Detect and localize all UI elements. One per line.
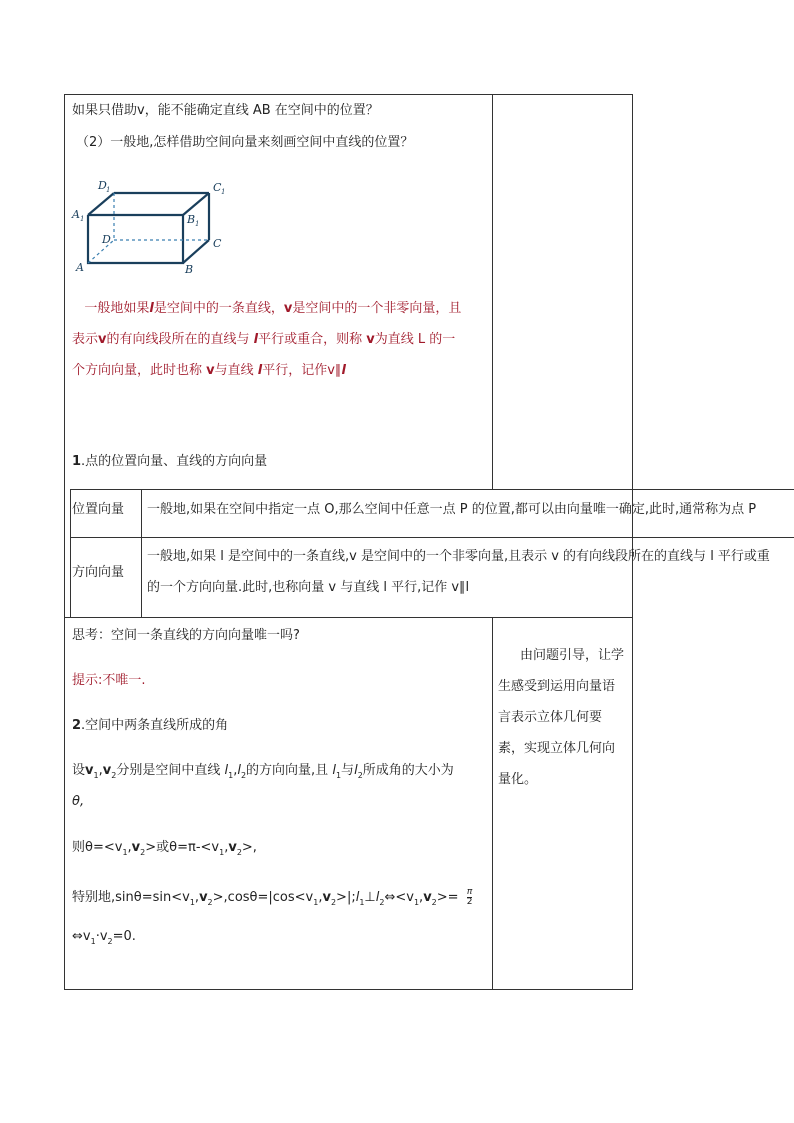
- section-2-heading: 2.空间中两条直线所成的角: [72, 718, 229, 733]
- table-border-top: [64, 94, 633, 95]
- section-1-heading: 1.点的位置向量、直线的方向向量: [72, 454, 268, 469]
- table-border-bottom: [64, 989, 633, 990]
- row-divider: [64, 617, 633, 618]
- svg-text:1: 1: [221, 188, 226, 196]
- label-C: C: [213, 237, 222, 250]
- column-divider-lower: [492, 617, 493, 990]
- direction-vector-definition: 一般地如果l是空间中的一条直线，v是空间中的一个非零向量，且 表示v的有向线段所在的直线与 l平行或重合，则称 v为直线 L 的一 个方向向量，此时也称 v与直线 l平行，记作v∥l: [72, 301, 462, 378]
- table-row-text-position: 一般地,如果在空间中指定一点 O,那么空间中任意一点 P 的位置,都可以由向量唯一确定,此时,通常称为点 P: [147, 502, 757, 517]
- label-B: B: [185, 263, 194, 276]
- svg-text:1: 1: [106, 186, 111, 194]
- label-A1: A: [72, 208, 80, 221]
- cuboid-figure: [68, 175, 238, 280]
- table-row-label-direction: 方向向量: [72, 565, 125, 580]
- table-row-text-direction-2: 的一个方向向量.此时,也称向量 v 与直线 l 平行,记作 v∥l: [147, 580, 470, 595]
- inner-table-mid: [70, 537, 794, 538]
- inner-table-left: [70, 489, 71, 617]
- label-B1: B: [187, 213, 196, 226]
- side-note: 由问题引导，让学生感受到运用向量语言表示立体几何要素，实现立体几何向量化。: [498, 648, 625, 787]
- table-border-left: [64, 94, 65, 990]
- label-A: A: [76, 261, 84, 274]
- inner-table-top: [70, 489, 794, 490]
- table-row-text-direction-1: 一般地,如果 l 是空间中的一条直线,v 是空间中的一个非零向量,且表示 v 的有向线段所在的直线与 l 平行或重: [147, 549, 770, 564]
- think-question: 思考：空间一条直线的方向向量唯一吗?: [72, 628, 300, 643]
- svg-text:1: 1: [195, 220, 200, 228]
- label-C1: C: [213, 181, 222, 194]
- label-D: D: [102, 233, 111, 246]
- think-hint: 提示:不唯一.: [72, 673, 146, 688]
- question-line-1: 如果只借助v，能不能确定直线 AB 在空间中的位置？: [72, 103, 379, 118]
- label-D1: D: [98, 179, 107, 192]
- angle-equation: 则$\theta=<v_1,v_2>$或$\theta=\pi-<v_1,v_2>$,: [72, 840, 257, 857]
- question-line-2: （2）一般地,怎样借助空间向量来刻画空间中直线的位置？: [76, 135, 414, 150]
- table-row-label-position: 位置向量: [72, 502, 125, 517]
- angle-line-2: θ,: [72, 794, 85, 809]
- column-divider-upper: [492, 94, 493, 489]
- svg-text:1: 1: [80, 215, 85, 223]
- table-border-right: [632, 94, 633, 990]
- inner-table-col: [141, 489, 142, 617]
- final-line: $\Leftrightarrow v_1\cdot v_2=0$.: [72, 929, 136, 946]
- special-case-line: 特别地$,\sin\theta=\sin<v_1,v_2>,\cos\theta=|\cos<v_1,v_2>|;l_1\perp l_2\Leftrightarrow<v_1,v_2>= \frac{\pi}{2}$: [72, 887, 473, 907]
- angle-line-1: 设$v_1,v_2$分别是空间中直线 $l_1,l_2$的方向向量,且 $l_1$与$l_2$所成角的大小为: [72, 763, 454, 780]
